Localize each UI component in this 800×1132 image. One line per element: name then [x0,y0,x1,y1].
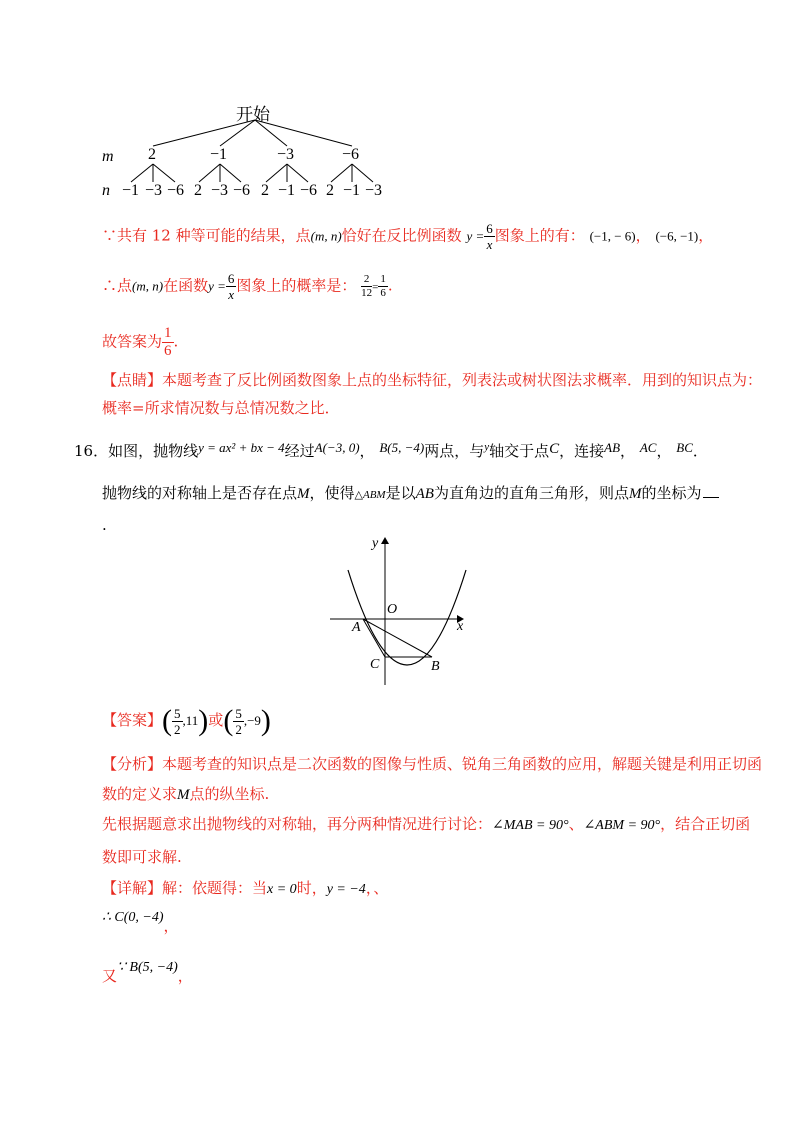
question-16-line-2: 抛物线的对称轴上是否存在点M，使得△ABM是以AB为直角边的直角三角形，则点M的坐标为 [102,480,719,508]
math-fraction: $\frac{6}{x}$ [486,221,493,252]
detail-line-2: ∴ C(0, −4)， [102,910,179,935]
tree-n-value: −3 [211,182,229,199]
question-16-line-3: . [102,516,107,534]
tree-n-value: −1 [122,182,140,199]
solution-line-1: ∵共有 12 种等可能的结果，点(m, n)恰好在反比例函数 y = $\frac{6}{x}$ 图象上的有： (−1, − 6)， (−6, −1)， [102,221,714,252]
tree-m-value: 2 [148,146,156,163]
comment-line-1: 【点睛】本题考查了反比例函数图象上点的坐标特征，列表法或树状图法求概率．用到的知识点为： [102,371,763,389]
tree-branch [131,164,153,182]
math-point: (−1, − 6) [589,228,636,244]
tree-n-value: −3 [145,182,163,199]
answer-blank [703,485,719,498]
point-label-A: A [352,620,361,635]
detail-line-3: 又∵ B(5, −4)， [102,960,193,985]
analysis-line-2: 数的定义求M点的纵坐标. [102,785,270,803]
math-y-eq: y = [208,278,226,294]
math-fraction: $\frac{1}{6}$ [380,273,386,299]
tree-n-value: −1 [278,182,296,199]
axis-label-y: y [372,536,379,551]
analysis-line-1: 【分析】本题考查的知识点是二次函数的图像与性质、锐角三角函数的应用，解题关键是利用正切函 [102,755,763,773]
tree-n-value: −6 [300,182,318,199]
tree-n-value: 2 [326,182,334,199]
tree-branch [220,164,241,182]
math-point-A: A(−3, 0) [314,440,360,455]
axis-label-x: x [457,619,464,634]
parabola-curve [348,570,466,665]
tree-branch [199,164,220,182]
math-y-eq: y = [466,228,485,244]
point-label-B: B [431,659,440,674]
answer-16: 【答案】( $\frac{5}{2}$ ,11)或( $\frac{5}{2}$ ,−9) [102,704,271,737]
tree-m-value: −1 [210,146,228,163]
math-equation: y = ax² + bx − 4 [198,440,285,455]
segment-AB [363,619,432,657]
answer-value-1: ( $\frac{5}{2}$ ,11) [162,704,209,737]
tree-n-value: −6 [233,182,251,199]
tree-root: 开始 [236,105,270,125]
tree-n-value: −6 [167,182,185,199]
tree-m-value: −3 [277,146,295,163]
answer-line-15: 故答案为 $\frac{1}{6}$ . [102,325,179,359]
tree-label-n: n [102,182,110,199]
tree-m-value: −6 [342,146,360,163]
tree-n-value: 2 [194,182,202,199]
tree-branches [0,0,800,200]
tree-branch [287,164,308,182]
math-point: (−6, −1) [655,228,699,244]
math-point: (m, n) [132,278,164,294]
tree-n-value: −1 [343,182,361,199]
comment-line-2: 概率=所求情况数与总情况数之比． [102,399,340,417]
tree-branch [153,164,175,182]
parabola-figure [325,530,475,690]
tree-n-value: −3 [365,182,383,199]
tree-n-value: 2 [261,182,269,199]
question-16-line-1: 16．如图，抛物线y = ax² + bx − 4经过A(−3, 0)， B(5, −4)两点，与$^y$轴交于点C，连接AB， AC， BC． [74,440,708,460]
analysis-line-4: 数即可求解. [102,848,182,866]
tree-branch [266,164,287,182]
math-fraction: $\frac{6}{x}$ [227,271,235,302]
math-fraction: $\frac{2}{12}$ [361,273,373,299]
detail-line-1: 【详解】解：依题得：当x = 0时，y = −4，、 [102,879,389,897]
tree-branch [220,120,255,146]
solution-line-2: ∴点(m, n)在函数y = $\frac{6}{x}$ 图象上的概率是： $\frac{2}{12}$ = $\frac{1}{6}$ . [102,271,393,302]
tree-branch [352,164,373,182]
origin-label: O [387,602,398,617]
tree-label-m: m [102,148,114,165]
math-point: (m, n) [310,228,342,244]
tree-branch [331,164,352,182]
point-label-C: C [370,657,380,672]
math-point-B: B(5, −4) [379,440,425,455]
answer-value-2: ( $\frac{5}{2}$ ,−9) [223,704,271,737]
tree-branch [255,120,352,146]
math-fraction: $\frac{1}{6}$ [164,325,172,359]
analysis-line-3: 先根据题意求出抛物线的对称轴，再分两种情况进行讨论：∠MAB = 90°、∠ABM = 90°，结合正切函 [102,815,751,833]
tree-branch [153,120,255,146]
